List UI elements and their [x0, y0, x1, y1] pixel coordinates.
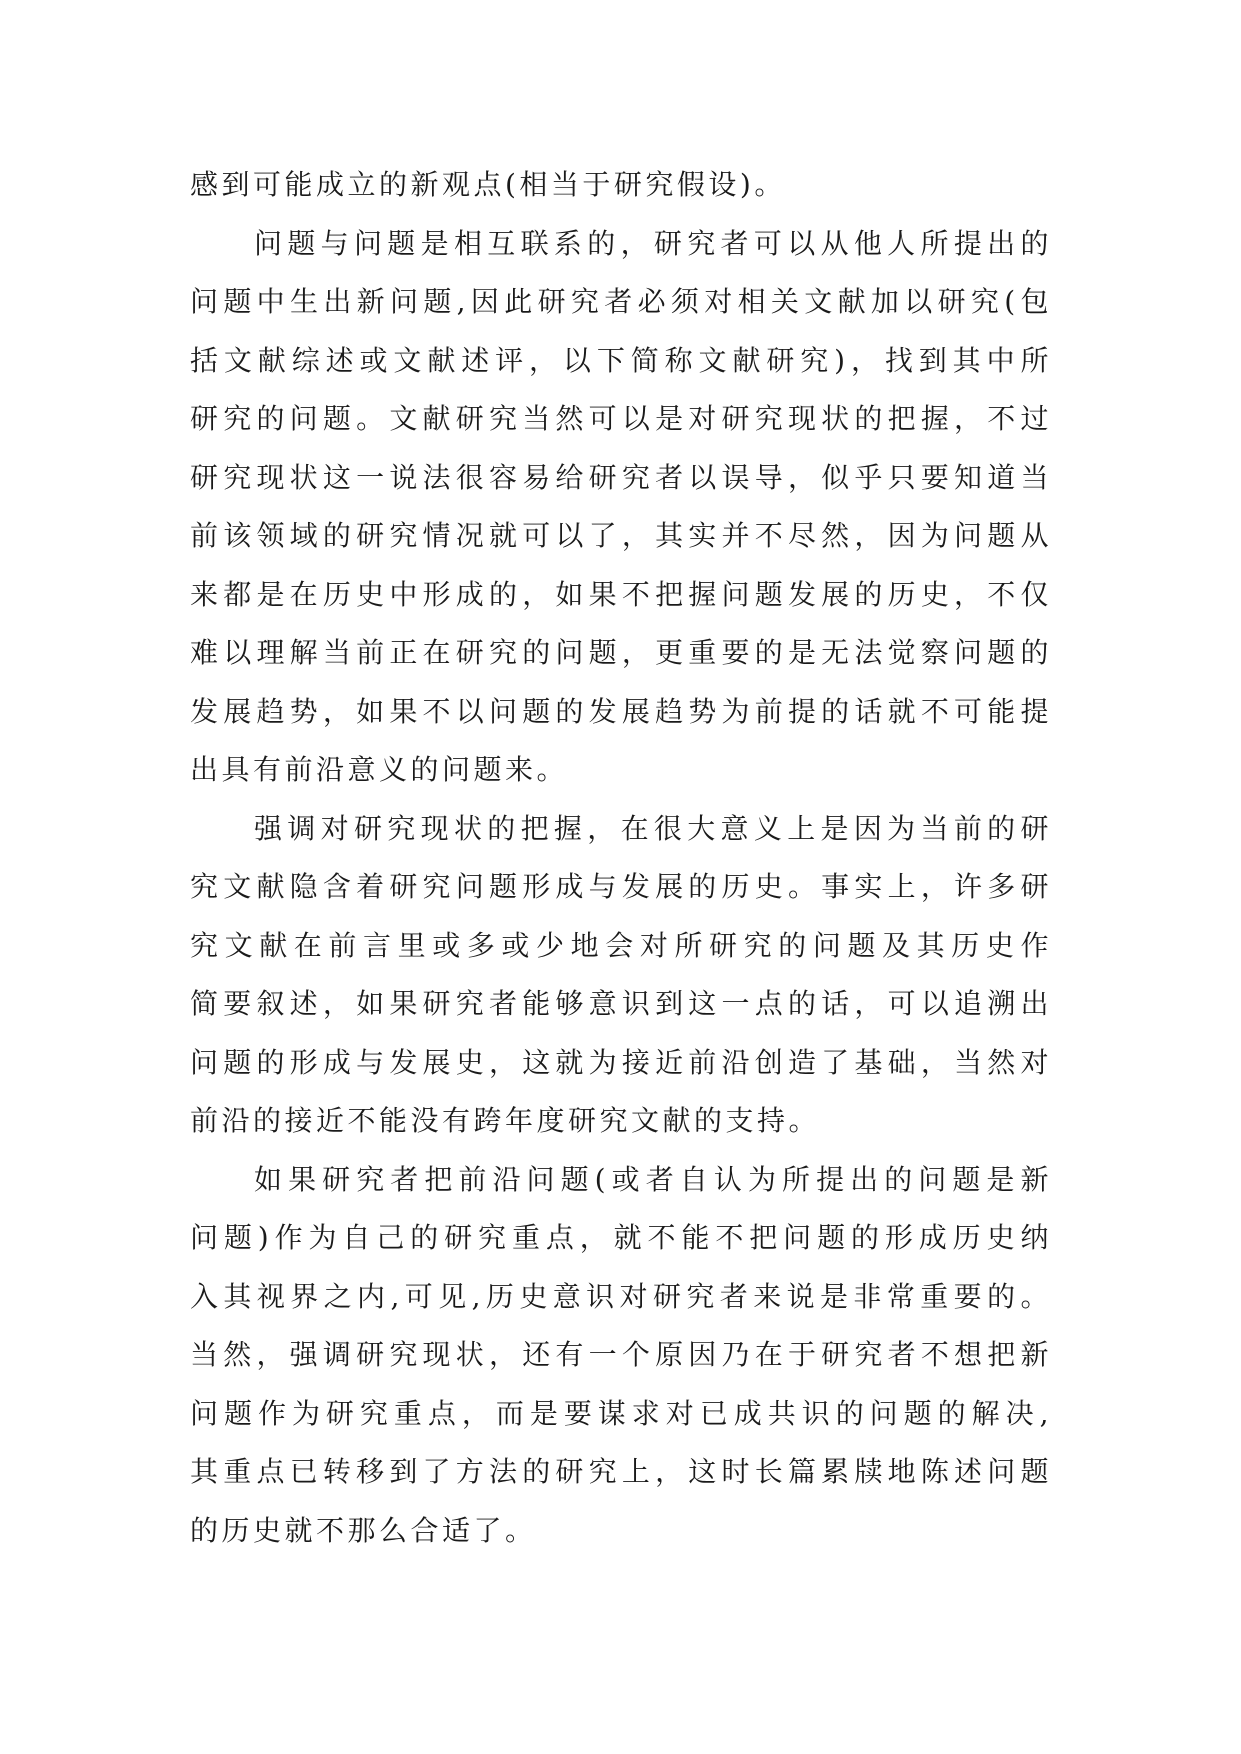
text-line: 前该领域的研究情况就可以了，其实并不尽然，因为问题从 — [190, 519, 1052, 552]
paragraph-2 — [190, 215, 1052, 800]
text-line: 其重点已转移到了方法的研究上，这时长篇累牍地陈述问题 — [190, 1455, 1052, 1488]
text-line: 研究的问题。文献研究当然可以是对研究现状的把握，不过 — [190, 402, 1052, 435]
paragraph-3 — [190, 800, 1052, 1151]
text-line: 究文献在前言里或多或少地会对所研究的问题及其历史作 — [190, 928, 1052, 962]
text-line: 发展趋势，如果不以问题的发展趋势为前提的话就不可能提 — [190, 694, 1052, 728]
text-line: 究文献隐含着研究问题形成与发展的历史。事实上，许多研 — [190, 870, 1052, 903]
text-line: 括文献综述或文献述评，以下简称文献研究)，找到其中所 — [190, 343, 1052, 377]
paragraph-1 — [190, 156, 1052, 215]
text-line: 如果研究者把前沿问题(或者自认为所提出的问题是新 — [254, 1162, 1052, 1196]
text-line: 问题与问题是相互联系的，研究者可以从他人所提出的 — [254, 226, 1052, 260]
text-line: 当然，强调研究现状，还有一个原因乃在于研究者不想把新 — [190, 1338, 1052, 1371]
document-body — [190, 156, 1052, 1560]
text-line: 问题中生出新问题,因此研究者必须对相关文献加以研究(包 — [190, 285, 1052, 318]
text-line: 来都是在历史中形成的，如果不把握问题发展的历史，不仅 — [190, 577, 1052, 611]
text-line: 感到可能成立的新观点(相当于研究假设)。 — [190, 168, 786, 201]
text-line: 问题)作为自己的研究重点，就不能不把问题的形成历史纳 — [190, 1221, 1052, 1254]
text-line: 出具有前沿意义的问题来。 — [190, 753, 569, 786]
text-line: 问题作为研究重点，而是要谋求对已成共识的问题的解决, — [190, 1396, 1052, 1430]
text-line: 的历史就不那么合适了。 — [190, 1513, 537, 1547]
text-line: 入其视界之内,可见,历史意识对研究者来说是非常重要的。 — [190, 1279, 1052, 1313]
text-line: 简要叙述，如果研究者能够意识到这一点的话，可以追溯出 — [190, 987, 1052, 1020]
text-line: 前沿的接近不能没有跨年度研究文献的支持。 — [190, 1104, 821, 1137]
text-line: 强调对研究现状的把握，在很大意义上是因为当前的研 — [254, 811, 1052, 845]
text-line: 问题的形成与发展史，这就为接近前沿创造了基础，当然对 — [190, 1045, 1052, 1079]
text-line: 难以理解当前正在研究的问题，更重要的是无法觉察问题的 — [190, 636, 1052, 669]
paragraph-4 — [190, 1151, 1052, 1561]
text-line: 研究现状这一说法很容易给研究者以误导，似乎只要知道当 — [190, 460, 1052, 494]
